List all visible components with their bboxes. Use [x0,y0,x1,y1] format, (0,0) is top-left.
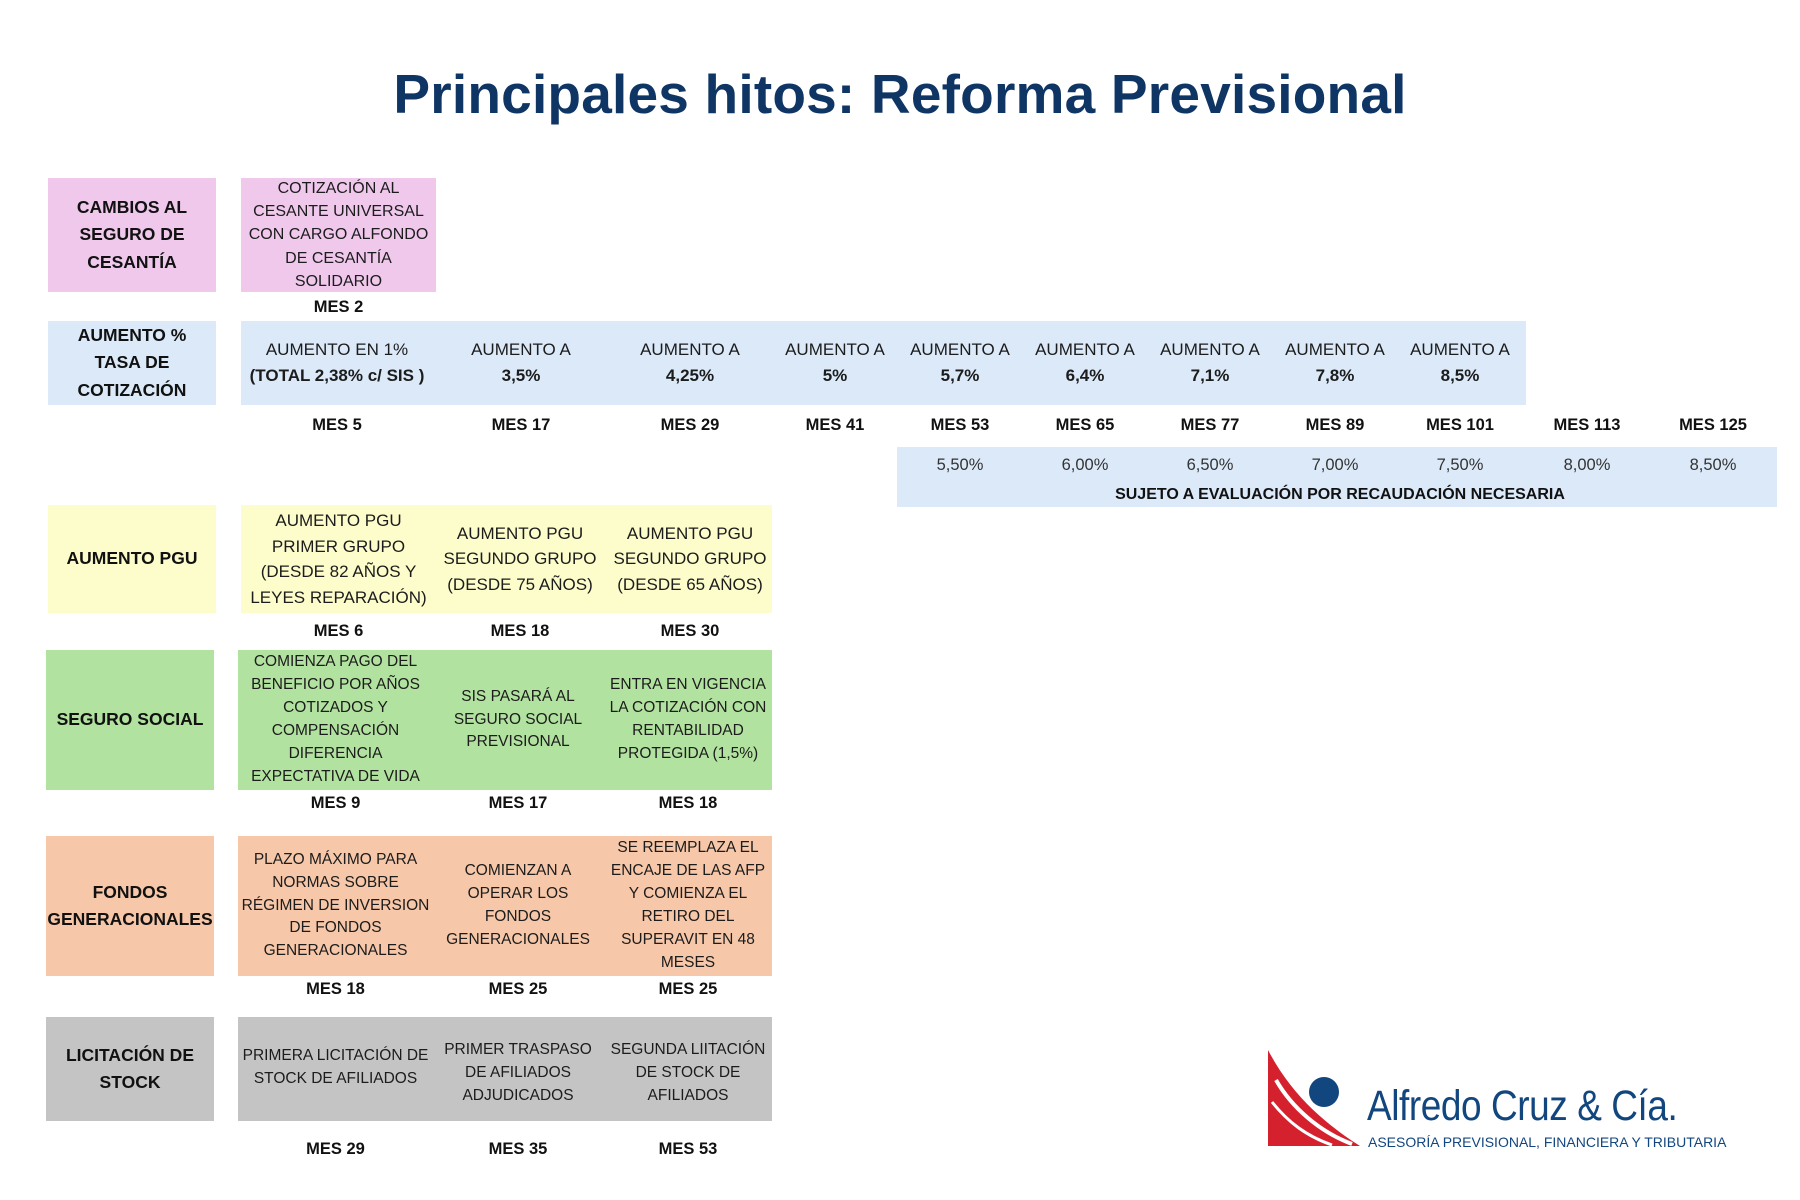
mes-label: MES 65 [1055,416,1115,434]
milestone-line1: AUMENTO A [785,339,885,359]
row-label-seguro-social [46,650,214,790]
milestone-text: SE REEMPLAZA EL ENCAJE DE LAS AFP Y COMIENZA EL RETIRO DEL SUPERAVIT EN 48 MESES [610,839,766,971]
milestone-line2: (TOTAL 2,38% c/ SIS ) [249,366,425,385]
milestone-fondos-3 [604,836,772,976]
row-label-text: LICITACIÓN DE STOCK [65,1044,194,1092]
mes-label: MES 77 [1180,416,1240,434]
milestone-text: COMIENZAN A OPERAR LOS FONDOS GENERACIONALES [446,862,590,948]
milestone-line2: 5% [822,366,848,385]
milestone-line1: AUMENTO A [1410,339,1510,359]
milestone-tasa-4 [775,330,895,396]
milestone-tasa-9 [1400,330,1520,396]
sujeto-value: 8,50% [1689,456,1737,474]
milestone-text: PLAZO MÁXIMO PARA NORMAS SOBRE RÉGIMEN DE INVERSION DE FONDOS GENERACIONALES [241,850,430,960]
row-label-text: CAMBIOS AL SEGURO DE CESANTÍA [76,197,188,272]
row-label-tasa [48,321,216,405]
company-logo-name: Alfredo Cruz & Cía. [1367,1082,1678,1130]
sujeto-value: 5,50% [936,456,984,474]
row-label-text: AUMENTO % TASA DE COTIZACIÓN [77,325,187,400]
milestone-seguro-1 [238,650,433,790]
row-label-pgu [48,505,216,613]
milestone-text: PRIMER TRASPASO DE AFILIADOS ADJUDICADOS [444,1041,592,1104]
milestone-line1: AUMENTO A [471,339,571,359]
mes-label: MES 29 [306,1140,365,1158]
mes-label: MES 18 [658,794,718,812]
milestone-fondos-1 [238,836,433,976]
row-label-cesantia [48,178,216,292]
milestone-line1: AUMENTO A [1160,339,1260,359]
milestone-tasa-7 [1150,330,1270,396]
mes-label: MES 6 [313,622,364,640]
row-label-licitacion [46,1017,214,1121]
mes-label: MES 35 [488,1140,548,1158]
mes-label: MES 25 [488,980,548,998]
mes-label: MES 53 [658,1140,718,1158]
milestone-seguro-2 [440,650,596,790]
milestone-line2: 7,1% [1190,366,1230,385]
mes-label: MES 2 [313,298,364,316]
milestone-line2: 6,4% [1065,366,1105,385]
company-logo-mark [1262,1050,1362,1155]
sujeto-value: 7,50% [1436,456,1484,474]
milestone-line1: AUMENTO A [1035,339,1135,359]
milestone-tasa-5 [900,330,1020,396]
milestone-line1: AUMENTO A [910,339,1010,359]
mes-label: MES 113 [1553,416,1621,434]
milestone-text: PRIMERA LICITACIÓN DE STOCK DE AFILIADOS [242,1047,429,1087]
sujeto-value: 6,00% [1061,456,1109,474]
mes-label: MES 9 [310,794,361,812]
mes-label: MES 25 [658,980,718,998]
mes-label: MES 53 [930,416,990,434]
milestone-line1: AUMENTO A [640,339,740,359]
mes-label: MES 17 [488,794,548,812]
mes-label: MES 18 [306,980,365,998]
milestone-line1: AUMENTO EN 1% [265,339,409,359]
milestone-text: COMIENZA PAGO DEL BENEFICIO POR AÑOS COTIZADOS Y COMPENSACIÓN DIFERENCIA EXPECTATIVA DE VIDA [251,653,420,785]
milestone-text: SIS PASARÁ AL SEGURO SOCIAL PREVISIONAL [453,687,583,751]
mes-label: MES 41 [805,416,865,434]
milestone-pgu-2 [440,505,600,613]
milestone-tasa-3 [630,330,750,396]
mes-label: MES 125 [1679,416,1747,434]
milestone-text: COTIZACIÓN AL CESANTE UNIVERSAL CON CARGO ALFONDO DE CESANTÍA SOLIDARIO [248,180,429,290]
milestone-licitacion-1 [238,1017,433,1121]
milestone-text: AUMENTO PGU SEGUNDO GRUPO (DESDE 75 AÑOS) [443,523,597,594]
milestone-tasa-8 [1275,330,1395,396]
milestone-line2: 8,5% [1440,366,1480,385]
milestone-pgu-3 [610,505,770,613]
mes-label: MES 5 [312,416,362,434]
mes-label: MES 101 [1426,416,1494,434]
milestone-line2: 4,25% [665,366,715,385]
milestone-line1: AUMENTO A [1285,339,1385,359]
milestone-pgu-1 [241,505,436,613]
milestone-tasa-6 [1025,330,1145,396]
milestone-text: SEGUNDA LIITACIÓN DE STOCK DE AFILIADOS [610,1041,766,1104]
milestone-tasa-1 [242,330,432,396]
mes-label: MES 29 [660,416,720,434]
milestone-line2: 5,7% [940,366,980,385]
milestone-licitacion-3 [604,1017,772,1121]
sujeto-value: 6,50% [1186,456,1234,474]
milestone-fondos-2 [434,836,602,976]
milestone-cesantia-1 [241,178,436,292]
row-label-text: FONDOS GENERACIONALES [47,881,213,929]
company-logo-tagline: ASESORÍA PREVISIONAL, FINANCIERA Y TRIBUTARIA [1368,1134,1727,1150]
mes-label: MES 30 [660,622,720,640]
milestone-seguro-3 [606,650,770,790]
row-label-text: SEGURO SOCIAL [56,709,204,730]
milestone-licitacion-2 [434,1017,602,1121]
milestone-line2: 7,8% [1315,366,1355,385]
row-label-text: AUMENTO PGU [66,548,198,569]
mes-label: MES 89 [1305,416,1365,434]
row-label-fondos [46,836,214,976]
milestone-text: AUMENTO PGU SEGUNDO GRUPO (DESDE 65 AÑOS) [613,523,767,594]
logo-swoosh-icon [1262,1050,1362,1150]
milestone-tasa-2 [461,330,581,396]
sujeto-value: 7,00% [1311,456,1359,474]
milestone-text: ENTRA EN VIGENCIA LA COTIZACIÓN CON RENTABILIDAD PROTEGIDA (1,5%) [609,676,767,762]
page-title: Principales hitos: Reforma Previsional [393,63,1407,125]
sujeto-value: 8,00% [1563,456,1611,474]
mes-label: MES 17 [491,416,551,434]
milestone-line2: 3,5% [501,366,541,385]
milestone-text: AUMENTO PGU PRIMER GRUPO (DESDE 82 AÑOS Y LEYES REPARACIÓN) [250,511,427,607]
mes-label: MES 18 [490,622,550,640]
sujeto-label: SUJETO A EVALUACIÓN POR RECAUDACIÓN NECESARIA [1115,486,1565,503]
